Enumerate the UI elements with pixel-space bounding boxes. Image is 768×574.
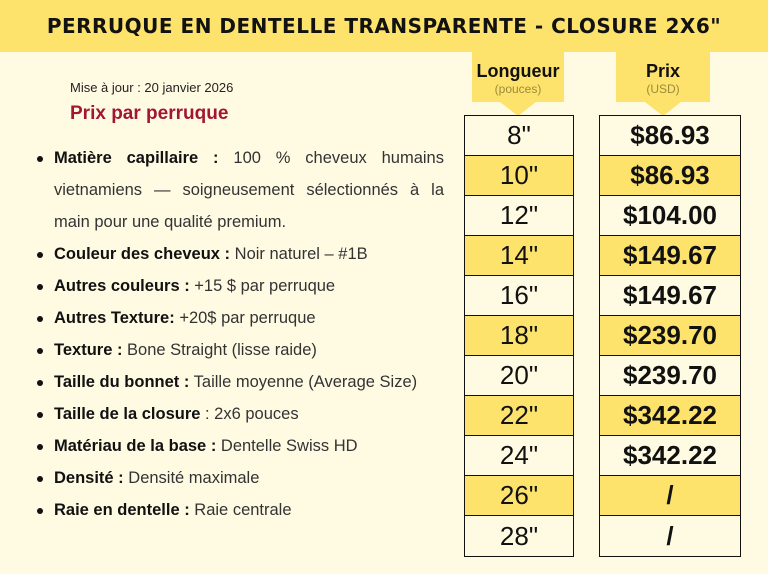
spec-value: Noir naturel – #1B — [230, 245, 368, 263]
spec-item — [34, 142, 444, 238]
length-cell: 10" — [465, 156, 573, 196]
length-header-title: Longueur — [476, 61, 560, 81]
length-cell: 14" — [465, 236, 573, 276]
price-cell: $86.93 — [600, 156, 740, 196]
spec-value: Densité maximale — [123, 469, 260, 487]
spec-item — [34, 302, 444, 334]
spec-value: Dentelle Swiss HD — [216, 437, 358, 455]
spec-label: Autres couleurs : — [54, 277, 190, 295]
length-cell: 22" — [465, 396, 573, 436]
length-column — [464, 115, 574, 557]
price-cell: $239.70 — [600, 316, 740, 356]
price-cell: / — [600, 476, 740, 516]
spec-label: Densité : — [54, 469, 124, 487]
length-cell: 18" — [465, 316, 573, 356]
length-cell: 24" — [465, 436, 573, 476]
page-title: PERRUQUE EN DENTELLE TRANSPARENTE - CLOSURE 2X6" — [46, 14, 722, 38]
spec-item — [34, 462, 444, 494]
price-cell: $149.67 — [600, 236, 740, 276]
spec-label: Texture : — [54, 341, 123, 359]
spec-label: Raie en dentelle : — [54, 501, 190, 519]
spec-value: 100 % cheveux humains vietnamiens — soigneusement sélectionnés à la main pour une qualité premium. — [54, 149, 444, 231]
spec-item — [34, 366, 444, 398]
length-cell: 8" — [465, 116, 573, 156]
price-cell: $342.22 — [600, 396, 740, 436]
price-cell: $239.70 — [600, 356, 740, 396]
price-cell: $86.93 — [600, 116, 740, 156]
title-banner — [0, 0, 768, 52]
price-header-title: Prix — [645, 61, 681, 81]
spec-item — [34, 494, 444, 526]
spec-item — [34, 334, 444, 366]
spec-value: Raie centrale — [189, 501, 292, 519]
price-cell: $149.67 — [600, 276, 740, 316]
spec-label: Matière capillaire : — [54, 149, 219, 167]
price-cell: $104.00 — [600, 196, 740, 236]
spec-label: Autres Texture: — [54, 309, 175, 327]
spec-item — [34, 238, 444, 270]
length-header — [472, 52, 564, 102]
length-header-unit: (pouces) — [494, 82, 542, 96]
spec-item — [34, 270, 444, 302]
price-cell: $342.22 — [600, 436, 740, 476]
length-cell: 20" — [465, 356, 573, 396]
length-cell: 16" — [465, 276, 573, 316]
spec-value: : 2x6 pouces — [200, 405, 299, 423]
spec-label: Couleur des cheveux : — [54, 245, 231, 263]
spec-value: +15 $ par perruque — [189, 277, 336, 295]
price-subtitle: Prix par perruque — [70, 103, 229, 124]
spec-item — [34, 398, 444, 430]
length-cell: 12" — [465, 196, 573, 236]
spec-value: Bone Straight (lisse raide) — [122, 341, 317, 359]
spec-list — [34, 142, 444, 526]
update-date: Mise à jour : 20 janvier 2026 — [70, 80, 234, 95]
spec-label: Taille de la closure — [54, 405, 201, 423]
spec-value: Taille moyenne (Average Size) — [189, 373, 418, 391]
spec-label: Matériau de la base : — [54, 437, 217, 455]
price-header — [616, 52, 710, 102]
spec-item — [34, 430, 444, 462]
price-header-unit: (USD) — [646, 82, 680, 96]
price-cell: / — [666, 520, 674, 551]
spec-label: Taille du bonnet : — [54, 373, 190, 391]
length-cell: 28" — [499, 520, 539, 551]
spec-value: +20$ par perruque — [174, 309, 316, 327]
length-cell: 26" — [465, 476, 573, 516]
price-column — [599, 115, 741, 557]
